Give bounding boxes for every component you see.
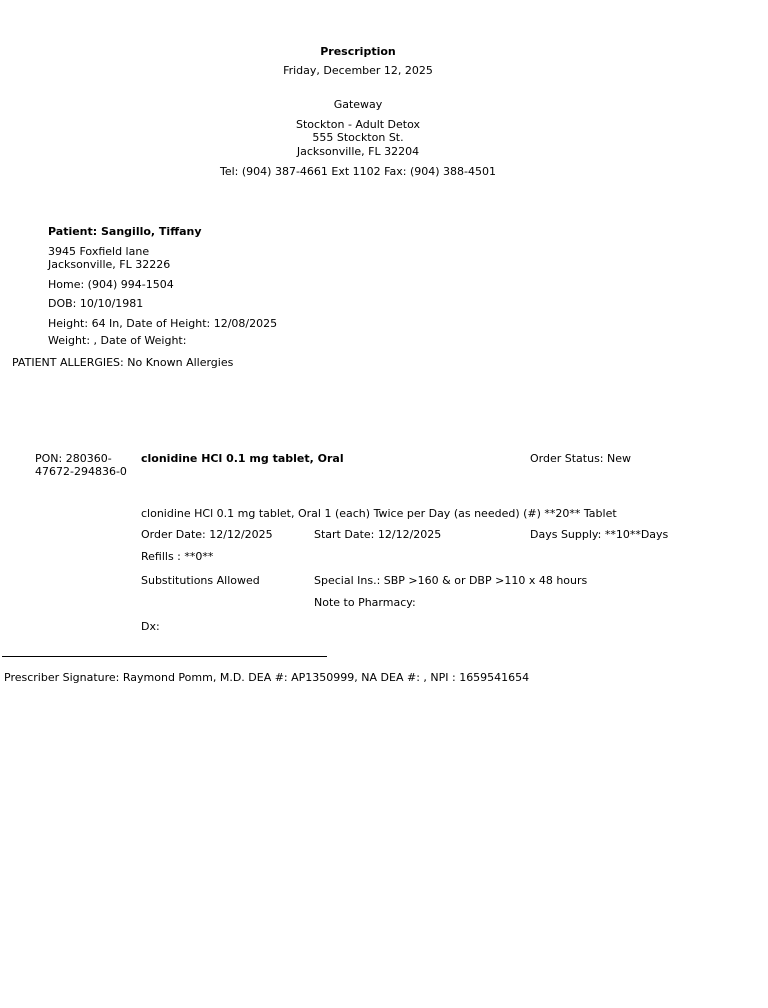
facility-address-line2: Jacksonville, FL 32204 (296, 145, 420, 158)
pon-number-line1: PON: 280360- (35, 452, 112, 465)
special-instructions: Special Ins.: SBP >160 & or DBP >110 x 48 hours (314, 574, 588, 587)
order-date: Order Date: 12/12/2025 (141, 528, 273, 541)
patient-home-phone: Home: (904) 994-1504 (48, 278, 174, 291)
prescriber-signature: Prescriber Signature: Raymond Pomm, M.D. DEA #: AP1350999, NA DEA #: , NPI : 1659541654 (4, 671, 530, 684)
note-to-pharmacy: Note to Pharmacy: (314, 596, 416, 609)
patient-address-line2: Jacksonville, FL 32226 (48, 258, 171, 271)
sig-instructions: clonidine HCl 0.1 mg tablet, Oral 1 (each) Twice per Day (as needed) (#) **20** Tablet (141, 507, 617, 520)
patient-name: Patient: Sangillo, Tiffany (48, 225, 202, 238)
pon-number-line2: 47672-294836-0 (35, 465, 127, 478)
facility-name: Stockton - Adult Detox (295, 118, 421, 131)
order-status: Order Status: New (530, 452, 632, 465)
days-supply: Days Supply: **10**Days (530, 528, 669, 541)
diagnosis: Dx: (141, 620, 160, 633)
patient-dob: DOB: 10/10/1981 (48, 297, 144, 310)
organization-name: Gateway (333, 98, 383, 111)
patient-allergies: PATIENT ALLERGIES: No Known Allergies (12, 356, 234, 369)
facility-address-line1: 555 Stockton St. (312, 131, 404, 144)
start-date: Start Date: 12/12/2025 (314, 528, 442, 541)
substitutions: Substitutions Allowed (141, 574, 260, 587)
patient-weight: Weight: , Date of Weight: (48, 334, 187, 347)
patient-address-line1: 3945 Foxfield lane (48, 245, 150, 258)
document-title: Prescription (320, 45, 396, 58)
drug-name: clonidine HCl 0.1 mg tablet, Oral (141, 452, 344, 465)
facility-contact: Tel: (904) 387-4661 Ext 1102 Fax: (904) 388-4501 (220, 165, 496, 178)
patient-height: Height: 64 In, Date of Height: 12/08/2025 (48, 317, 278, 330)
document-date: Friday, December 12, 2025 (283, 64, 433, 77)
refills: Refills : **0** (141, 550, 214, 563)
signature-line (2, 656, 327, 657)
